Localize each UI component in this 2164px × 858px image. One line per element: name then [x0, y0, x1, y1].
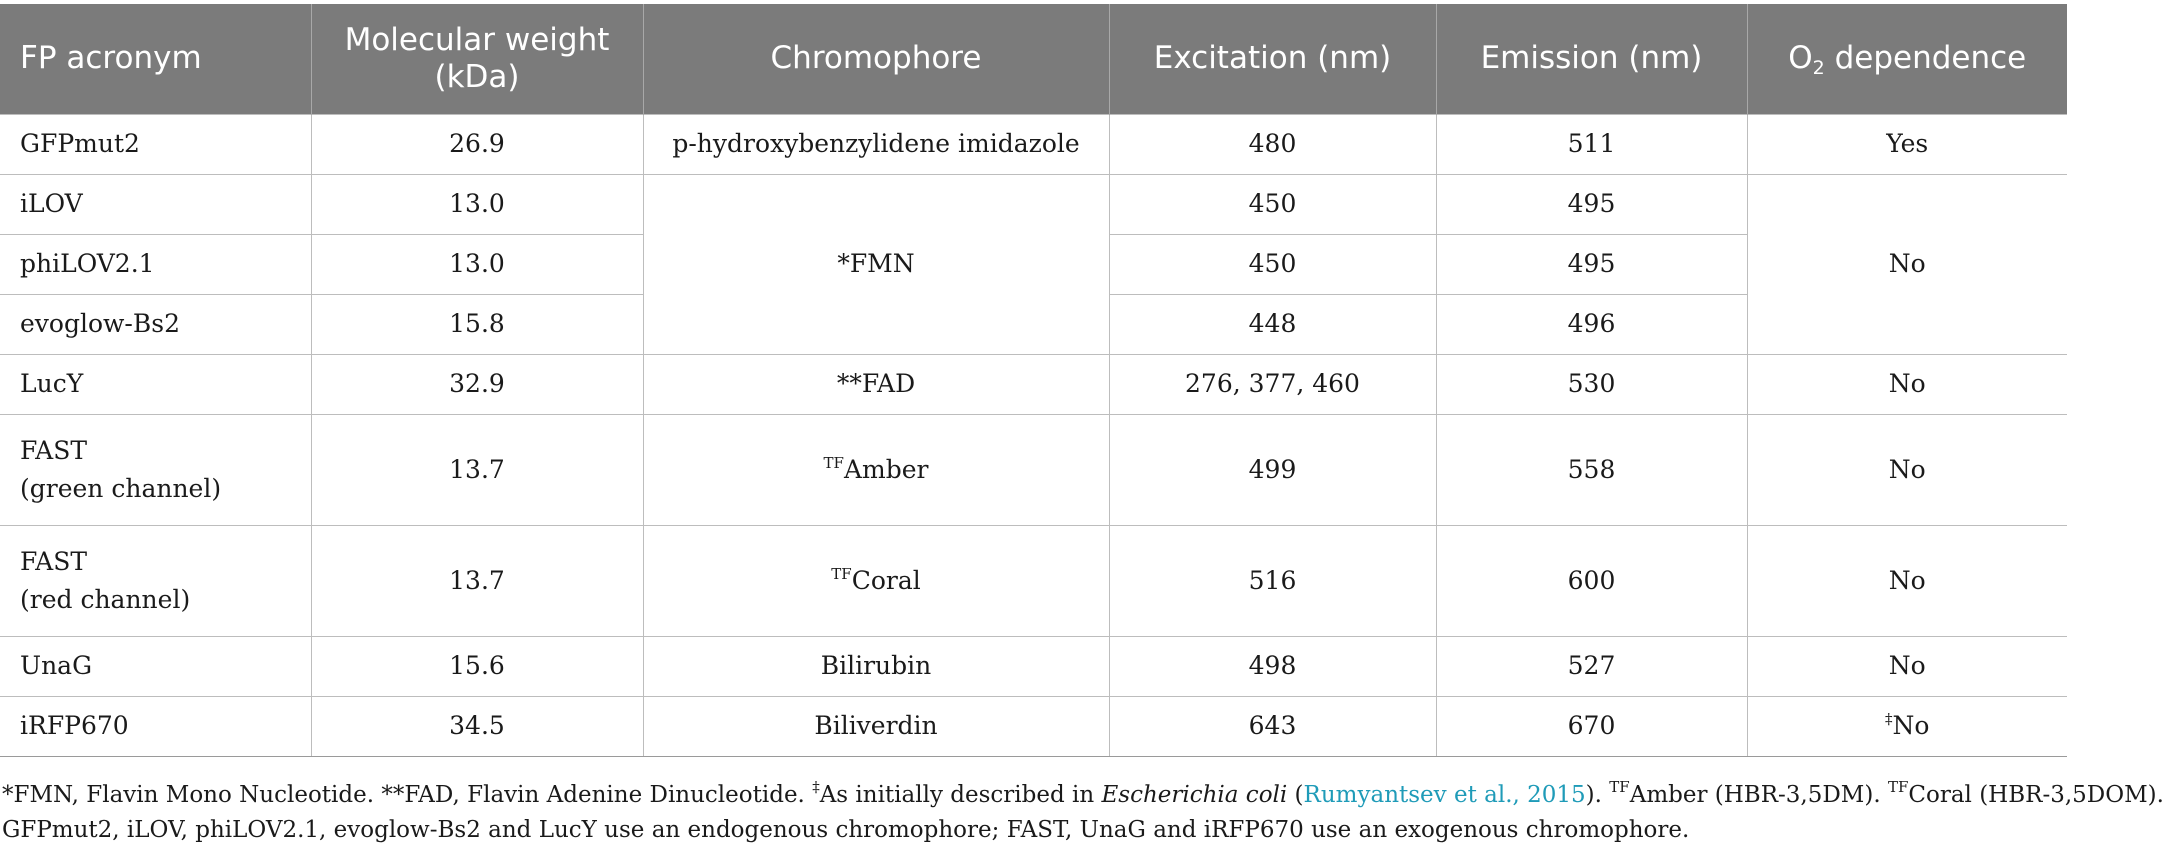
header-row [0, 4, 2067, 114]
header-molecular-weight: Molecular weight (kDa) [311, 4, 643, 114]
cell-fp-line1: FAST [20, 546, 88, 576]
footnote-text: Coral (HBR-3,5DOM). [1908, 782, 2164, 808]
citation-link[interactable]: Rumyantsev et al., 2015 [1303, 782, 1586, 808]
footnote-dagger: ‡ [812, 778, 820, 796]
footnote-text: As initially described in [819, 782, 1102, 808]
cell-o2 [1747, 696, 2067, 756]
table-row [0, 414, 2067, 525]
cell-excitation: 450 [1109, 234, 1436, 294]
cell-emission: 670 [1436, 696, 1747, 756]
cell-emission: 600 [1436, 525, 1747, 636]
cell-fp-line2: (red channel) [20, 584, 191, 614]
cell-o2: No [1747, 525, 2067, 636]
cell-fp [0, 414, 311, 525]
cell-fp: UnaG [0, 636, 311, 696]
table-row [0, 525, 2067, 636]
footnote-line-1 [2, 778, 2164, 813]
header-o2-dependence [1747, 4, 2067, 114]
table-body [0, 114, 2067, 756]
cell-o2-superscript: ‡ [1885, 710, 1893, 728]
cell-fp-line1: FAST [20, 435, 88, 465]
cell-mw: 13.0 [311, 234, 643, 294]
header-chromophore: Chromophore [643, 4, 1109, 114]
cell-emission: 527 [1436, 636, 1747, 696]
header-fp-acronym: FP acronym [0, 4, 311, 114]
footnote-abbrev: *FMN, Flavin Mono Nucleotide. **FAD, Flavin Adenine Dinucleotide. [2, 782, 813, 808]
footnote-tf-superscript: TF [1609, 778, 1630, 796]
cell-o2: No [1747, 636, 2067, 696]
cell-excitation: 498 [1109, 636, 1436, 696]
cell-excitation: 450 [1109, 174, 1436, 234]
cell-fp-line2: (green channel) [20, 473, 222, 503]
cell-fp: phiLOV2.1 [0, 234, 311, 294]
cell-chromophore [643, 414, 1109, 525]
header-o2-prefix: O [1788, 40, 1813, 77]
cell-excitation: 448 [1109, 294, 1436, 354]
cell-chromophore: **FAD [643, 354, 1109, 414]
cell-emission: 496 [1436, 294, 1747, 354]
footnote-line-2: GFPmut2, iLOV, phiLOV2.1, evoglow-Bs2 and LucY use an endogenous chromophore; FAST, UnaG and iRFP670 use an exogenous chromophore. [2, 817, 1690, 843]
cell-fp: GFPmut2 [0, 114, 311, 174]
footnote-text: Amber (HBR-3,5DM). [1629, 782, 1888, 808]
cell-emission: 495 [1436, 174, 1747, 234]
cell-excitation: 643 [1109, 696, 1436, 756]
cell-emission: 495 [1436, 234, 1747, 294]
table-row [0, 636, 2067, 696]
cell-emission: 558 [1436, 414, 1747, 525]
cell-chromophore: Biliverdin [643, 696, 1109, 756]
table-header [0, 4, 2067, 114]
table-footnote [2, 778, 2164, 848]
cell-excitation: 480 [1109, 114, 1436, 174]
header-o2-suffix: dependence [1824, 40, 2027, 77]
footnote-text: ( [1287, 782, 1304, 808]
cell-mw: 13.0 [311, 174, 643, 234]
footnote-species: Escherichia coli [1101, 782, 1288, 808]
table-container [0, 4, 2067, 757]
cell-chromophore: Bilirubin [643, 636, 1109, 696]
table-row [0, 354, 2067, 414]
cell-o2: No [1747, 354, 2067, 414]
cell-o2-text: No [1892, 711, 1930, 740]
cell-fp: iRFP670 [0, 696, 311, 756]
table-row [0, 114, 2067, 174]
table-row [0, 174, 2067, 234]
cell-mw: 26.9 [311, 114, 643, 174]
cell-chromophore-superscript: TF [831, 564, 852, 583]
fluorescent-protein-table [0, 4, 2067, 757]
cell-o2: No [1747, 414, 2067, 525]
cell-excitation: 276, 377, 460 [1109, 354, 1436, 414]
cell-mw: 15.8 [311, 294, 643, 354]
cell-mw: 34.5 [311, 696, 643, 756]
cell-chromophore-merged: *FMN [643, 174, 1109, 354]
cell-mw: 32.9 [311, 354, 643, 414]
header-excitation: Excitation (nm) [1109, 4, 1436, 114]
cell-fp: evoglow-Bs2 [0, 294, 311, 354]
cell-fp: iLOV [0, 174, 311, 234]
cell-chromophore-superscript: TF [823, 453, 844, 472]
cell-excitation: 516 [1109, 525, 1436, 636]
cell-excitation: 499 [1109, 414, 1436, 525]
cell-fp [0, 525, 311, 636]
cell-emission: 511 [1436, 114, 1747, 174]
cell-mw: 13.7 [311, 414, 643, 525]
cell-emission: 530 [1436, 354, 1747, 414]
footnote-tf-superscript: TF [1887, 778, 1909, 796]
cell-chromophore-text: Coral [851, 565, 921, 595]
footnote-text: ). [1585, 782, 1610, 808]
cell-o2-merged: No [1747, 174, 2067, 354]
cell-chromophore [643, 525, 1109, 636]
header-o2-subscript: 2 [1812, 57, 1825, 80]
cell-chromophore: p-hydroxybenzylidene imidazole [643, 114, 1109, 174]
cell-fp: LucY [0, 354, 311, 414]
cell-chromophore-text: Amber [843, 454, 929, 484]
cell-mw: 15.6 [311, 636, 643, 696]
header-emission: Emission (nm) [1436, 4, 1747, 114]
table-row [0, 696, 2067, 756]
cell-o2: Yes [1747, 114, 2067, 174]
cell-mw: 13.7 [311, 525, 643, 636]
